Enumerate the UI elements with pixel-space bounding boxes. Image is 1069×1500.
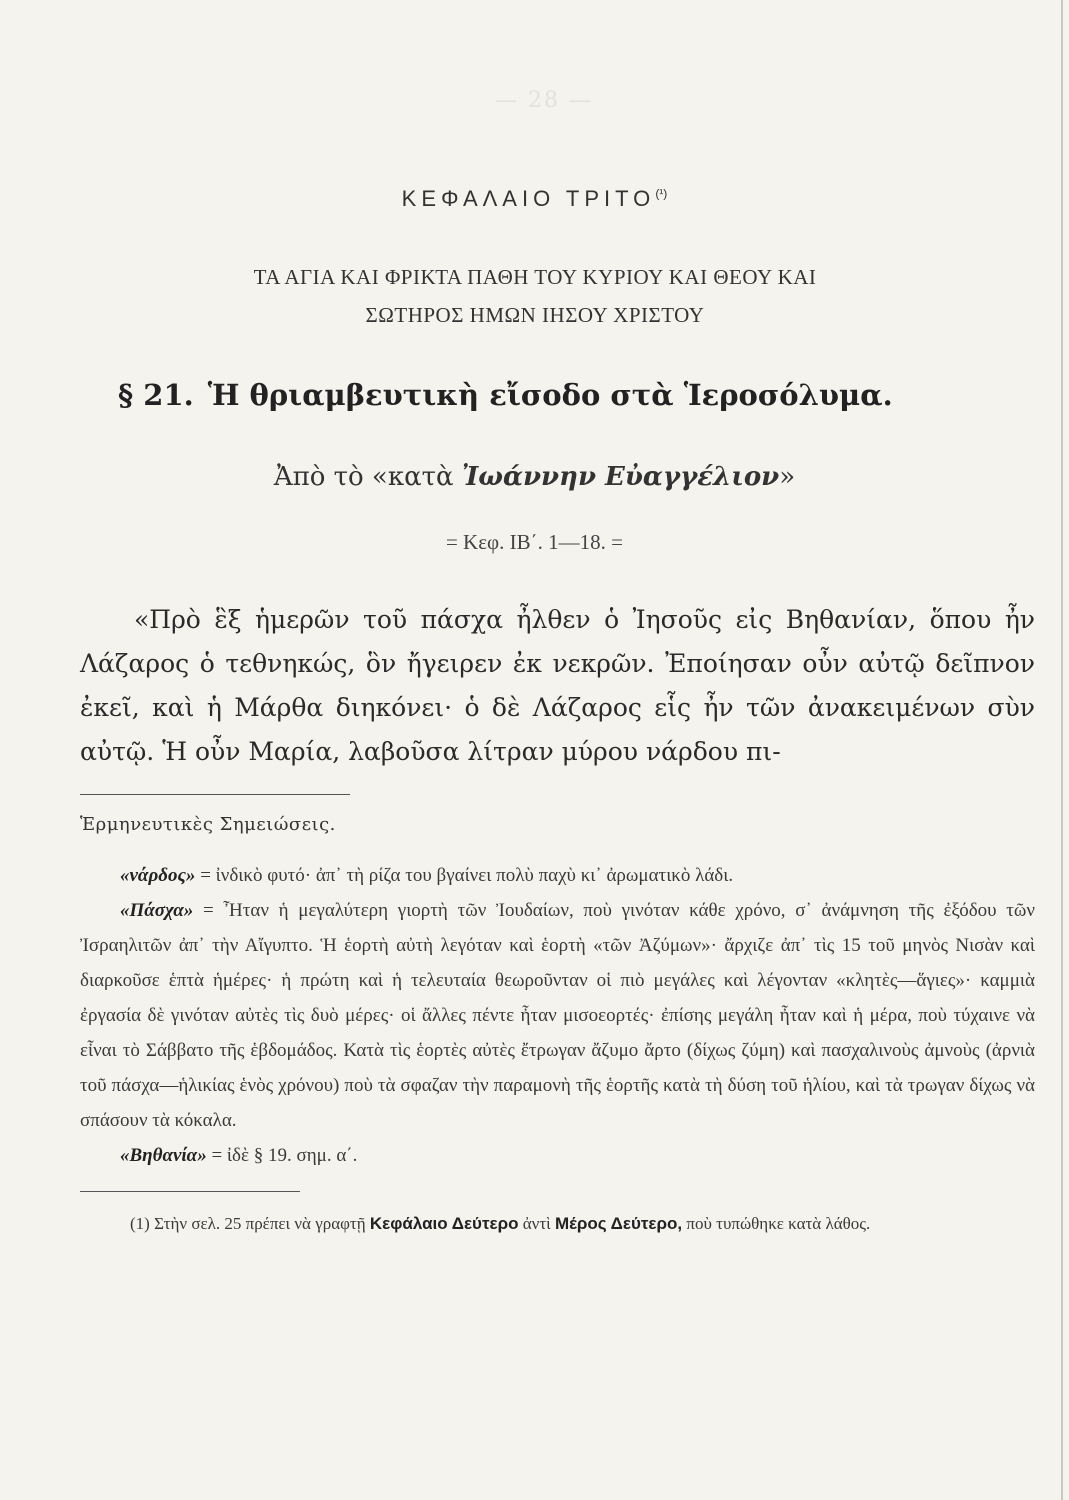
glossary-definition: = ἰνδικὸ φυτό· ἀπ᾿ τὴ ρίζα του βγαίνει πολὺ παχὺ κι᾿ ἀρωματικὸ λάδι. xyxy=(195,865,734,886)
notes-divider xyxy=(80,794,350,795)
glossary xyxy=(80,858,1035,1173)
faded-page-number: — 28 — xyxy=(495,88,593,113)
footnote xyxy=(80,1207,1035,1241)
section-title-text: Ἡ θριαμβευτικὴ εἴσοδο στὰ Ἱεροσόλυμα. xyxy=(207,378,893,412)
chapter-title-line-1: ΤΑ ΑΓΙΑ ΚΑΙ ΦΡΙΚΤΑ ΠΑΘΗ ΤΟΥ ΚΥΡΙΟΥ ΚΑΙ ΘΕΟΥ ΚΑΙ xyxy=(253,265,817,289)
chapter-title xyxy=(100,258,970,334)
notes-heading: Ἑρμηνευτικὲς Σημειώσεις. xyxy=(80,814,336,835)
footnote-text-after: ποὺ τυπώθηκε κατὰ λάθος. xyxy=(682,1214,871,1233)
glossary-entry xyxy=(80,1138,1035,1173)
glossary-term: «νάρδος» xyxy=(120,865,196,886)
source-work: Ἰωάννην Εὐαγγέλιον xyxy=(461,462,780,492)
footnote-mark: (1) xyxy=(130,1214,150,1233)
section-title xyxy=(118,378,998,412)
chapter-title-line-2: ΣΩΤΗΡΟΣ ΗΜΩΝ ΙΗΣΟΥ ΧΡΙΣΤΟΥ xyxy=(365,303,705,327)
glossary-term: «Πάσχα» xyxy=(120,900,194,921)
glossary-definition: = ἰδὲ § 19. σημ. α΄. xyxy=(206,1145,358,1166)
glossary-definition: = Ἦταν ἡ μεγαλύτερη γιορτὴ τῶν Ἰουδαίων, ποὺ γινόταν κάθε χρόνο, σ᾿ ἀνάμνηση τῆς ἐξόδου τῶν Ἰσραηλιτῶν ἀπ᾿ τὴν Αἴγυπτο. Ἡ ἑορτὴ αὐτὴ λεγόταν καὶ ἑορτὴ «τῶν Ἀζύμων»· ἄρχιζε ἀπ᾿ τὶς 15 τοῦ μηνὸς Νισὰν καὶ διαρκοῦσε ἑπτὰ ἡμέρες· ἡ πρώτη καὶ ἡ τελευταία θεωροῦνταν οἱ πιὸ μεγάλες καὶ λέγονταν «κλητὲς—ἅγιες»· καμμιὰ ἐργασία δὲ γινόταν αὐτὲς τὶς δυὸ μέρες· οἱ ἄλλες πέντε ἦταν μισοεορτές· ἐπίσης μεγάλη ἦταν καὶ ἡ μέρα, ποὺ τύχαινε νὰ εἶναι τὸ Σάββατο τῆς ἑβδομάδος. Κατὰ τὶς ἑορτὲς αὐτὲς ἔτρωγαν ἄζυμο ἄρτο (δίχως ζύμη) καὶ πασχαλινοὺς ἀμνοὺς (ἀρνιὰ τοῦ πάσχα—ἡλικίας ἑνὸς χρόνου) ποὺ τὰ σφαζαν τὴν παραμονὴ τῆς ἑορτῆς κατὰ τὴ δύση τοῦ ἡλίου, καὶ τὰ τρωγαν δίχως νὰ σπάσουν τὰ κόκαλα. xyxy=(80,900,1035,1131)
chapter-reference: = Κεφ. ΙΒ΄. 1—18. = xyxy=(445,530,624,554)
glossary-term: «Βηθανία» xyxy=(120,1145,207,1166)
footnote-text-before: Στὴν σελ. 25 πρέπει νὰ γραφτῇ xyxy=(149,1214,370,1233)
footnote-correct-term: Κεφάλαιο Δεύτερο xyxy=(369,1214,519,1233)
glossary-entry xyxy=(80,893,1035,1138)
chapter-heading xyxy=(0,186,1069,212)
footnote-text-middle: ἀντὶ xyxy=(518,1214,555,1233)
section-number: § 21. xyxy=(118,378,194,412)
chapter-footnote-mark: (¹) xyxy=(655,186,668,201)
source-suffix: » xyxy=(779,462,796,492)
source-prefix: Ἀπὸ τὸ «κατὰ xyxy=(273,462,454,492)
gospel-source xyxy=(0,462,1069,492)
gospel-passage: «Πρὸ ἓξ ἡμερῶν τοῦ πάσχα ἦλθεν ὁ Ἰησοῦς εἰς Βηθανίαν, ὅπου ἦν Λάζαρος ὁ τεθνηκώς, ὃν ἤγειρεν ἐκ νεκρῶν. Ἐποίησαν οὖν αὐτῷ δεῖπνον ἐκεῖ, καὶ ἡ Μάρθα διηκόνει· ὁ δὲ Λάζαρος εἷς ἦν τῶν ἀνακειμένων σὺν αὐτῷ. Ἡ οὖν Μαρία, λαβοῦσα λίτραν μύρου νάρδου πι- xyxy=(80,605,1035,766)
page-edge xyxy=(1061,0,1063,1500)
chapter-heading-text: ΚΕΦΑΛΑΙΟ ΤΡΙΤΟ xyxy=(401,186,656,211)
glossary-entry xyxy=(80,858,1035,893)
footnote-divider xyxy=(80,1191,300,1192)
footnote-wrong-term: Μέρος Δεύτερο, xyxy=(555,1214,683,1233)
